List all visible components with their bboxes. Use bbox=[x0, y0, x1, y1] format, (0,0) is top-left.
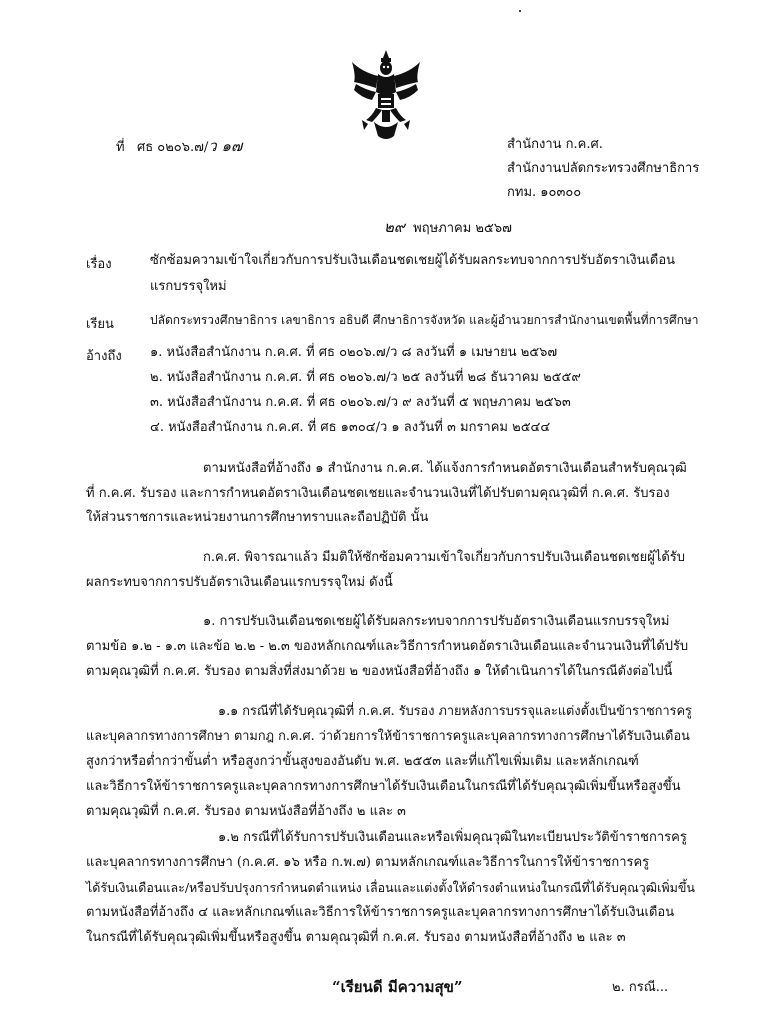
reference-item: ๑. หนังสือสำนักงาน ก.ค.ศ. ที่ ศธ ๐๒๐๖.๗/ว ๘ ลงวันที่ ๑ เมษายน ๒๕๖๗ bbox=[150, 345, 558, 360]
paragraph-4-line: และวิธีการให้ข้าราชการครูและบุคลากรทางการศึกษาได้รับเงินเดือนในกรณีที่ได้รับคุณวุฒิเพิ่มขึ้นหรือสูงขึ้น bbox=[86, 779, 681, 794]
paragraph-5-line: ๑.๒ กรณีที่ได้รับการปรับเงินเดือนและหรือเพิ่มคุณวุฒิในทะเบียนประวัติข้าราชการครู bbox=[218, 830, 687, 845]
paragraph-4-line: ๑.๑ กรณีที่ได้รับคุณวุฒิที่ ก.ค.ศ. รับรอง ภายหลังการบรรจุและแต่งตั้งเป็นข้าราชการครู bbox=[218, 704, 692, 719]
paragraph-5-line: และบุคลากรทางการศึกษา (ก.ค.ศ. ๑๖ หรือ ก.พ.๗) ตามหลักเกณฑ์และวิธีการในการให้ข้าราชการครู bbox=[86, 855, 650, 870]
ref-prefix: ที่ bbox=[116, 140, 125, 155]
ref-handwritten-number: ว ๑๗ bbox=[208, 137, 243, 155]
document-date bbox=[384, 218, 512, 237]
reference-item: ๓. หนังสือสำนักงาน ก.ค.ศ. ที่ ศธ ๐๒๐๖.๗/ว ๙ ลงวันที่ ๕ พฤษภาคม ๒๕๖๓ bbox=[150, 395, 571, 410]
subject-line-1: ซักซ้อมความเข้าใจเกี่ยวกับการปรับเงินเดือนชดเชยผู้ได้รับผลกระทบจากการปรับอัตราเงินเดือน bbox=[150, 253, 676, 268]
page-mark bbox=[519, 10, 521, 12]
garuda-emblem-icon bbox=[348, 48, 424, 143]
paragraph-3-line: ตามข้อ ๑.๒ - ๑.๓ และข้อ ๒.๒ - ๒.๓ ของหลักเกณฑ์และวิธีการกำหนดอัตราเงินเดือนและจำนวนเงินที่ได้ปรับ bbox=[86, 639, 689, 654]
paragraph-3-line: ๑. การปรับเงินเดือนชดเชยผู้ได้รับผลกระทบจากการปรับอัตราเงินเดือนแรกบรรจุใหม่ bbox=[203, 614, 670, 629]
to-text: ปลัดกระทรวงศึกษาธิการ เลขาธิการ อธิบดี ศึกษาธิการจังหวัด และผู้อำนวยการสำนักงานเขตพื้นที่การศึกษา bbox=[150, 313, 699, 327]
paragraph-4-line: และบุคลากรทางการศึกษา ตามกฎ ก.ค.ศ. ว่าด้วยการให้ข้าราชการครูและบุคลากรทางการศึกษาได้รับเงินเดือน bbox=[86, 729, 690, 744]
ref-number: ศธ ๐๒๐๖.๗/ bbox=[136, 140, 209, 155]
paragraph-5-line: ในกรณีที่ได้รับคุณวุฒิเพิ่มขึ้นหรือสูงขึ้น ตามคุณวุฒิที่ ก.ค.ศ. รับรอง ตามหนังสือที่อ้างถึง ๒ และ ๓ bbox=[86, 930, 626, 945]
subject-line-2: แรกบรรจุใหม่ bbox=[150, 279, 227, 294]
paragraph-4-line: ตามคุณวุฒิที่ ก.ค.ศ. รับรอง ตามหนังสือที่อ้างถึง ๒ และ ๓ bbox=[86, 804, 406, 819]
ref-line bbox=[116, 137, 242, 156]
continuation-marker: ๒. กรณี... bbox=[612, 980, 669, 995]
paragraph-2-line: ผลกระทบจากการปรับอัตราเงินเดือนแรกบรรจุใหม่ ดังนี้ bbox=[86, 575, 393, 590]
paragraph-3-line: ตามคุณวุฒิที่ ก.ค.ศ. รับรอง ตามสิ่งที่ส่งมาด้วย ๒ ของหนังสือที่อ้างถึง ๑ ให้ดำเนินการได้ในกรณีดังต่อไปนี้ bbox=[86, 664, 673, 679]
references-label: อ้างถึง bbox=[86, 349, 122, 364]
office-line-2: สำนักงานปลัดกระทรวงศึกษาธิการ bbox=[507, 161, 700, 176]
office-line-3: กทม. ๑๐๓๐๐ bbox=[507, 185, 582, 200]
office-line-1: สำนักงาน ก.ค.ศ. bbox=[507, 137, 603, 152]
paragraph-1-line: ตามหนังสือที่อ้างถึง ๑ สำนักงาน ก.ค.ศ. ได้แจ้งการกำหนดอัตราเงินเดือนสำหรับคุณวุฒิ bbox=[203, 461, 687, 476]
date-day-handwritten: ๒๙ bbox=[384, 218, 405, 236]
paragraph-1-line: ให้ส่วนราชการและหน่วยงานการศึกษาทราบและถือปฏิบัติ นั้น bbox=[86, 510, 429, 525]
paragraph-2-line: ก.ค.ศ. พิจารณาแล้ว มีมติให้ซักซ้อมความเข้าใจเกี่ยวกับการปรับเงินเดือนชดเชยผู้ได้รับ bbox=[203, 550, 686, 565]
closing-slogan: “เรียนดี มีความสุข” bbox=[332, 978, 463, 996]
paragraph-5-line: ตามหนังสือที่อ้างถึง ๔ และหลักเกณฑ์และวิธีการให้ข้าราชการครูและบุคลากรทางการศึกษาได้รับเงินเดือน bbox=[86, 905, 675, 920]
to-label: เรียน bbox=[86, 317, 114, 332]
paragraph-1-line: ที่ ก.ค.ศ. รับรอง และการกำหนดอัตราเงินเดือนชดเชยและจำนวนเงินที่ได้ปรับตามคุณวุฒิที่ ก.ค.ศ. รับรอง bbox=[86, 486, 670, 501]
paragraph-5-line: ได้รับเงินเดือนและ/หรือปรับปรุงการกำหนดตำแหน่ง เลื่อนและแต่งตั้งให้ดำรงตำแหน่งในกรณีที่ได้รับคุณวุฒิเพิ่มขึ้น bbox=[86, 880, 695, 895]
reference-item: ๔. หนังสือสำนักงาน ก.ค.ศ. ที่ ศธ ๑๓๐๔/ว ๑ ลงวันที่ ๓ มกราคม ๒๕๔๔ bbox=[150, 420, 551, 435]
subject-label: เรื่อง bbox=[86, 257, 112, 272]
reference-item: ๒. หนังสือสำนักงาน ก.ค.ศ. ที่ ศธ ๐๒๐๖.๗/ว ๒๕ ลงวันที่ ๒๘ ธันวาคม ๒๕๕๙ bbox=[150, 370, 581, 385]
date-month-year: พฤษภาคม ๒๕๖๗ bbox=[413, 221, 512, 236]
paragraph-4-line: สูงกว่าหรือต่ำกว่าขั้นต่ำ หรือสูงกว่าขั้นสูงของอันดับ พ.ศ. ๒๕๕๓ และที่แก้ไขเพิ่มเติม และหลักเกณฑ์ bbox=[86, 754, 639, 769]
